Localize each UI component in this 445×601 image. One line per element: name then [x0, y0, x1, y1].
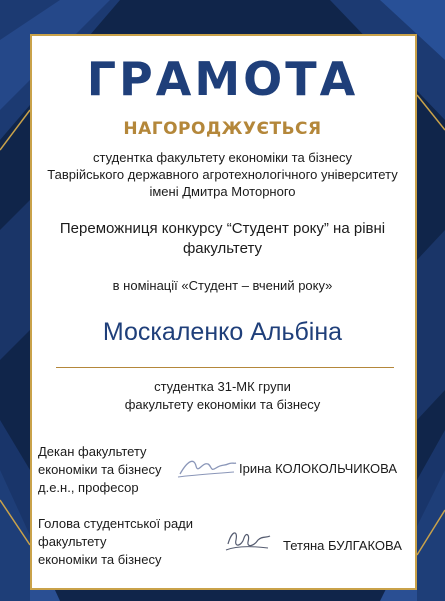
nomination-text: в номінації «Студент – вчений року»	[112, 278, 333, 293]
group-line-1: студентка 31-МК групи	[154, 379, 291, 394]
recipient-line-2: Таврійського державного агротехнологічного університету	[47, 167, 398, 182]
signature-council	[222, 524, 274, 558]
achievement-line-1: Переможниця конкурсу “Студент року” на рівні	[59, 220, 386, 237]
recipient-line-1: студентка факультету економіки та бізнесу	[92, 150, 352, 165]
signatory-position-line-3: д.е.н., професор	[38, 480, 139, 495]
signatory-position-line-1: Декан факультету	[38, 444, 147, 459]
signatory-name: Ірина КОЛОКОЛЬЧИКОВА	[239, 461, 398, 476]
certificate-title: ГРАМОТА	[86, 52, 359, 106]
recipient-line-3: імені Дмитра Моторного	[149, 184, 296, 199]
recipient-name: Москаленко Альбіна	[102, 318, 343, 346]
group-line-2: факультету економіки та бізнесу	[124, 397, 321, 412]
signatory-position-line-3: економіки та бізнесу	[38, 552, 162, 567]
certificate-subtitle: НАГОРОДЖУЄТЬСЯ	[123, 119, 322, 139]
achievement-line-2: факультету	[182, 240, 263, 257]
signatory-position-line-2: факультету	[38, 534, 107, 549]
signatory-position-line-1: Голова студентської ради	[38, 516, 194, 531]
signatory-name: Тетяна БУЛГАКОВА	[283, 538, 402, 553]
name-underline	[56, 367, 394, 368]
signatory-position-line-2: економіки та бізнесу	[38, 462, 162, 477]
certificate-frame	[30, 34, 417, 590]
signature-dean	[176, 452, 238, 482]
